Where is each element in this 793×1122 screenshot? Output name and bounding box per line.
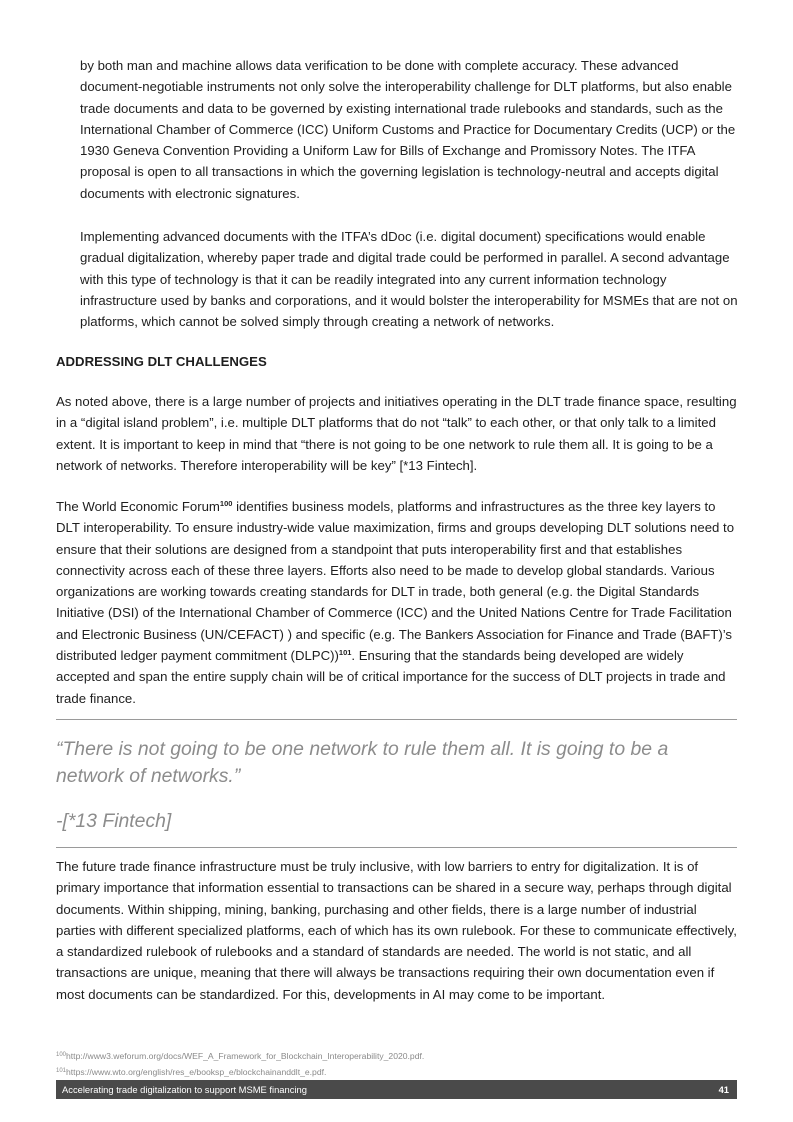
body-paragraph-5: The future trade finance infrastructure must be truly inclusive, with low barriers to entry for digitalization. It is of primary importance that information essential to transactions can be shared in a secure way, perhaps through digital documents. Within shipping, mining, banking, purchasing and other fields, there is a large number of industrial parties with different specialized platforms, each of which has its own rulebook. For these to communicate effectively, a standardized rulebook of rulebooks and a standard of standards are needed. The world is not static, and all transactions are unique, meaning that there will always be transactions requiring their own documentation even if most documents can be standardized. For this, developments in AI may come to be important. [56, 859, 737, 1002]
footnote-ref-100[interactable]: 100 [219, 499, 233, 508]
footnote-link[interactable]: http://www3.weforum.org/docs/WEF_A_Framework_for_Blockchain_Interoperability_2020.pdf. [66, 1051, 425, 1061]
body-paragraph-4 [56, 496, 738, 709]
body-paragraph-3: As noted above, there is a large number of projects and initiatives operating in the DLT trade finance space, resulting in a “digital island problem”, i.e. multiple DLT platforms that do not “talk” to each other, or that only talk to a limited extent. It is important to keep in mind that “there is not going to be one network to rule them all. It is going to be a network of networks. Therefore interoperability will be key” [*13 Fintech]. [56, 394, 737, 473]
pullquote-attribution: -[*13 Fintech] [56, 810, 172, 832]
footnote-link[interactable]: https://www.wto.org/english/res_e/booksp_e/blockchainanddlt_e.pdf. [66, 1067, 327, 1077]
footnote-ref-101[interactable]: 101 [338, 648, 352, 658]
body-paragraph-2: Implementing advanced documents with the ITFA’s dDoc (i.e. digital document) specifications would enable gradual digitalization, whereby paper trade and digital trade could be performed in parallel. A second advantage with this type of technology is that it can be readily integrated into any current information technology infrastructure used by banks and corporations, and it would bolster the interoperability for MSMEs that are not on platforms, which cannot be solved simply through creating a network of networks. [80, 229, 738, 330]
page-footer [56, 1080, 737, 1099]
body-paragraph-1: by both man and machine allows data verification to be done with complete accuracy. These advanced document-negotiable instruments not only solve the interoperability challenge for DLT platforms, but also enable trade documents and data to be governed by existing international trade rulebooks and standards, such as the International Chamber of Commerce (ICC) Uniform Customs and Practice for Documentary Credits (UCP) or the 1930 Geneva Convention Providing a Uniform Law for Bills of Exchange and Promissory Notes. The ITFA proposal is open to all transactions in which the governing legislation is technology-neutral and accepts digital documents with electronic signatures. [80, 58, 736, 201]
paragraph-4-text-a: The World Economic Forum [56, 499, 220, 514]
paragraph-4-text-c: . Ensuring that the standards being developed are widely accepted and span the entire supply chain will be of critical importance for the success of DLT projects in trade and trade finance. [56, 648, 726, 706]
paragraph-4-text-b: identifies business models, platforms and infrastructures as the three key layers to DLT interoperability. To ensure industry-wide value maximization, firms and groups developing DLT solutions need to ensure that their solutions are designed from a standpoint that puts interoperability first and that establishes connectivity across each of these three layers. Efforts also need to be made to develop global standards. Various organizations are working towards creating standards for DLT in trade, both general (e.g. the Digital Standards Initiative (DSI) of the International Chamber of Commerce (ICC) and the United Nations Centre for Trade Facilitation and Electronic Business (UN/CEFACT) ) and specific (e.g. The Bankers Association for Finance and Trade (BAFT)’s distributed ledger payment commitment (DLPC)) [56, 499, 735, 664]
footnote-number: 100 [56, 1052, 67, 1058]
page-number: 41 [718, 1084, 729, 1095]
footnote-101 [56, 1066, 326, 1078]
footnote-100 [56, 1050, 424, 1062]
footnote-number: 101 [56, 1068, 67, 1074]
pullquote-bottom-divider [56, 847, 737, 848]
section-heading: ADDRESSING DLT CHALLENGES [56, 354, 267, 369]
footer-title: Accelerating trade digitalization to support MSME financing [62, 1084, 307, 1095]
pullquote-top-divider [56, 719, 737, 720]
pullquote-text: “There is not going to be one network to rule them all. It is going to be a network of networks.” [56, 738, 669, 787]
